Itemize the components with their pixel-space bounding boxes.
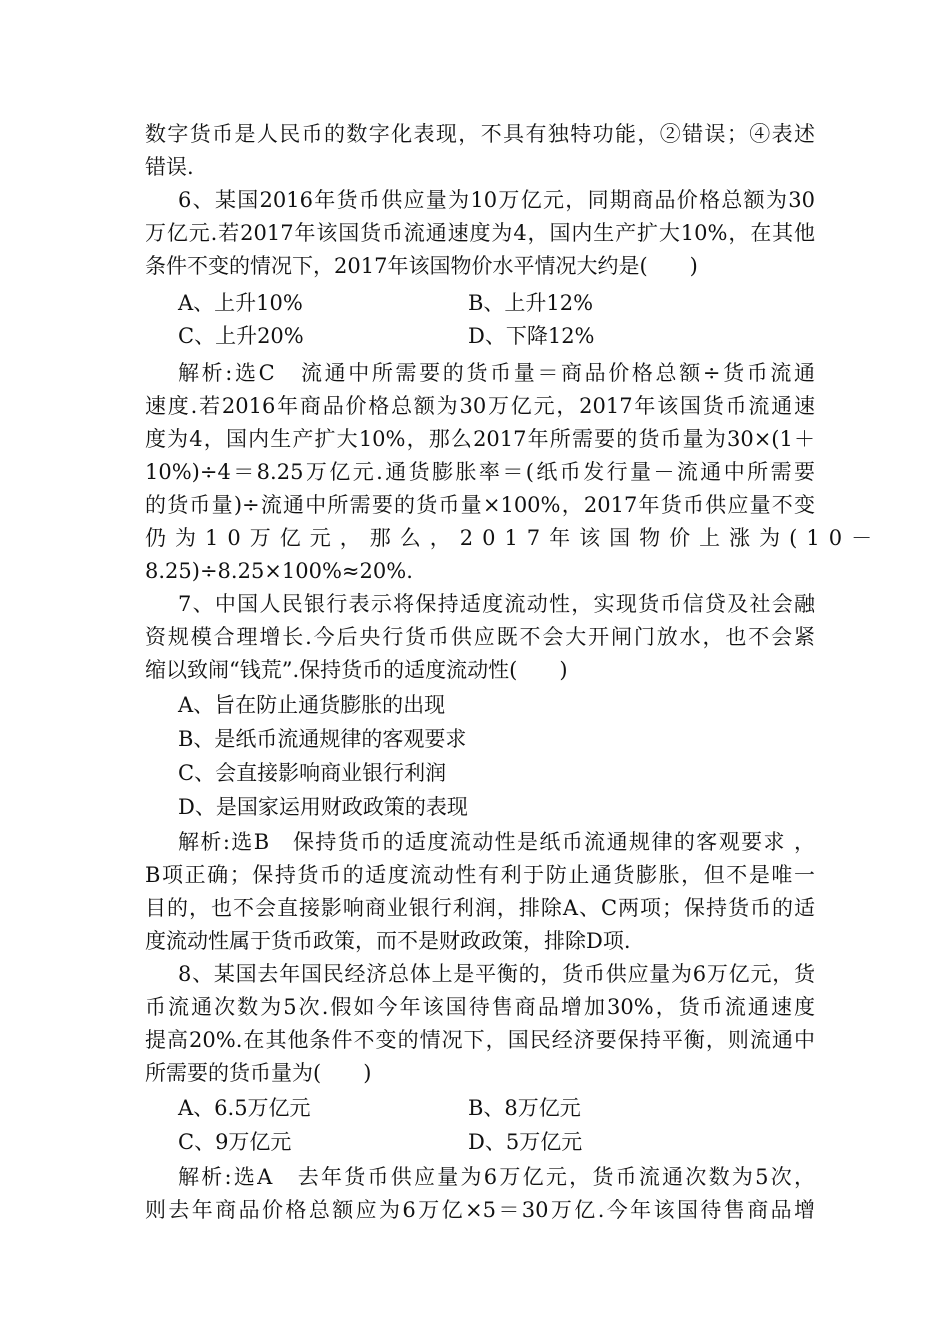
- question-6-stem: 条件不变的情况下，2017年该国物价水平情况大约是( ): [145, 254, 698, 278]
- question-8-option-d: D、5万亿元: [468, 1130, 583, 1154]
- question-8-option-a: A、6.5万亿元: [178, 1096, 311, 1120]
- question-7-stem: 资规模合理增长.今后央行货币供应既不会大开闸门放水，也不会紧: [145, 625, 815, 649]
- question-8-option-c: C、9万亿元: [178, 1130, 292, 1154]
- question-7-stem: 缩以致闹“钱荒”.保持货币的适度流动性( ): [145, 658, 568, 682]
- question-6-analysis: 度为4，国内生产扩大10%，那么2017年所需要的货币量为30×(1＋: [145, 427, 815, 451]
- question-7-analysis: B项正确；保持货币的适度流动性有利于防止通货膨胀，但不是唯一: [145, 863, 815, 887]
- question-6-stem: 万亿元.若2017年该国货币流通速度为4，国内生产扩大10%，在其他: [145, 221, 815, 245]
- question-7-analysis: 解析:选B 保持货币的适度流动性是纸币流通规律的客观要求 ，: [178, 830, 815, 854]
- question-6-option-b: B、上升12%: [468, 291, 594, 315]
- question-7-analysis: 目的，也不会直接影响商业银行利润，排除A、C两项；保持货币的适: [145, 896, 815, 920]
- question-8-option-b: B、8万亿元: [468, 1096, 581, 1120]
- question-6-analysis: 速度.若2016年商品价格总额为30万亿元，2017年该国货币流通速: [145, 394, 815, 418]
- question-8-stem: 8、某国去年国民经济总体上是平衡的，货币供应量为6万亿元，货: [178, 962, 815, 986]
- text-line: 数字货币是人民币的数字化表现，不具有独特功能，②错误；④表述: [145, 122, 815, 146]
- text-line: 错误.: [145, 155, 194, 179]
- question-6-analysis: 8.25)÷8.25×100%≈20%.: [145, 559, 413, 583]
- question-6-analysis: 仍为10万亿元，那么，2017年该国物价上涨为(10－: [145, 526, 882, 550]
- question-8-analysis: 则去年商品价格总额应为6万亿×5＝30万亿.今年该国待售商品增: [145, 1198, 815, 1222]
- question-8-stem: 币流通次数为5次.假如今年该国待售商品增加30%，货币流通速度: [145, 995, 815, 1019]
- question-8-analysis: 解析:选A 去年货币供应量为6万亿元，货币流通次数为5次，: [178, 1165, 815, 1189]
- question-6-option-a: A、上升10%: [178, 291, 303, 315]
- question-7-option-b: B、是纸币流通规律的客观要求: [178, 727, 467, 751]
- question-6-option-c: C、上升20%: [178, 324, 304, 348]
- question-6-analysis: 的货币量)÷流通中所需要的货币量×100%，2017年货币供应量不变: [145, 493, 815, 517]
- question-7-option-c: C、会直接影响商业银行利润: [178, 761, 447, 785]
- question-7-analysis: 度流动性属于货币政策，而不是财政政策，排除D项.: [145, 929, 631, 953]
- question-6-stem: 6、某国2016年货币供应量为10万亿元，同期商品价格总额为30: [178, 188, 815, 212]
- question-8-stem: 所需要的货币量为( ): [145, 1061, 372, 1085]
- question-6-analysis: 10%)÷4＝8.25万亿元.通货膨胀率＝(纸币发行量－流通中所需要: [145, 460, 815, 484]
- question-7-stem: 7、中国人民银行表示将保持适度流动性，实现货币信贷及社会融: [178, 592, 815, 616]
- question-7-option-a: A、旨在防止通货膨胀的出现: [178, 693, 446, 717]
- question-7-option-d: D、是国家运用财政政策的表现: [178, 795, 468, 819]
- question-8-stem: 提高20%.在其他条件不变的情况下，国民经济要保持平衡，则流通中: [145, 1028, 815, 1052]
- question-6-analysis: 解析:选C 流通中所需要的货币量＝商品价格总额÷货币流通: [178, 361, 815, 385]
- question-6-option-d: D、下降12%: [468, 324, 595, 348]
